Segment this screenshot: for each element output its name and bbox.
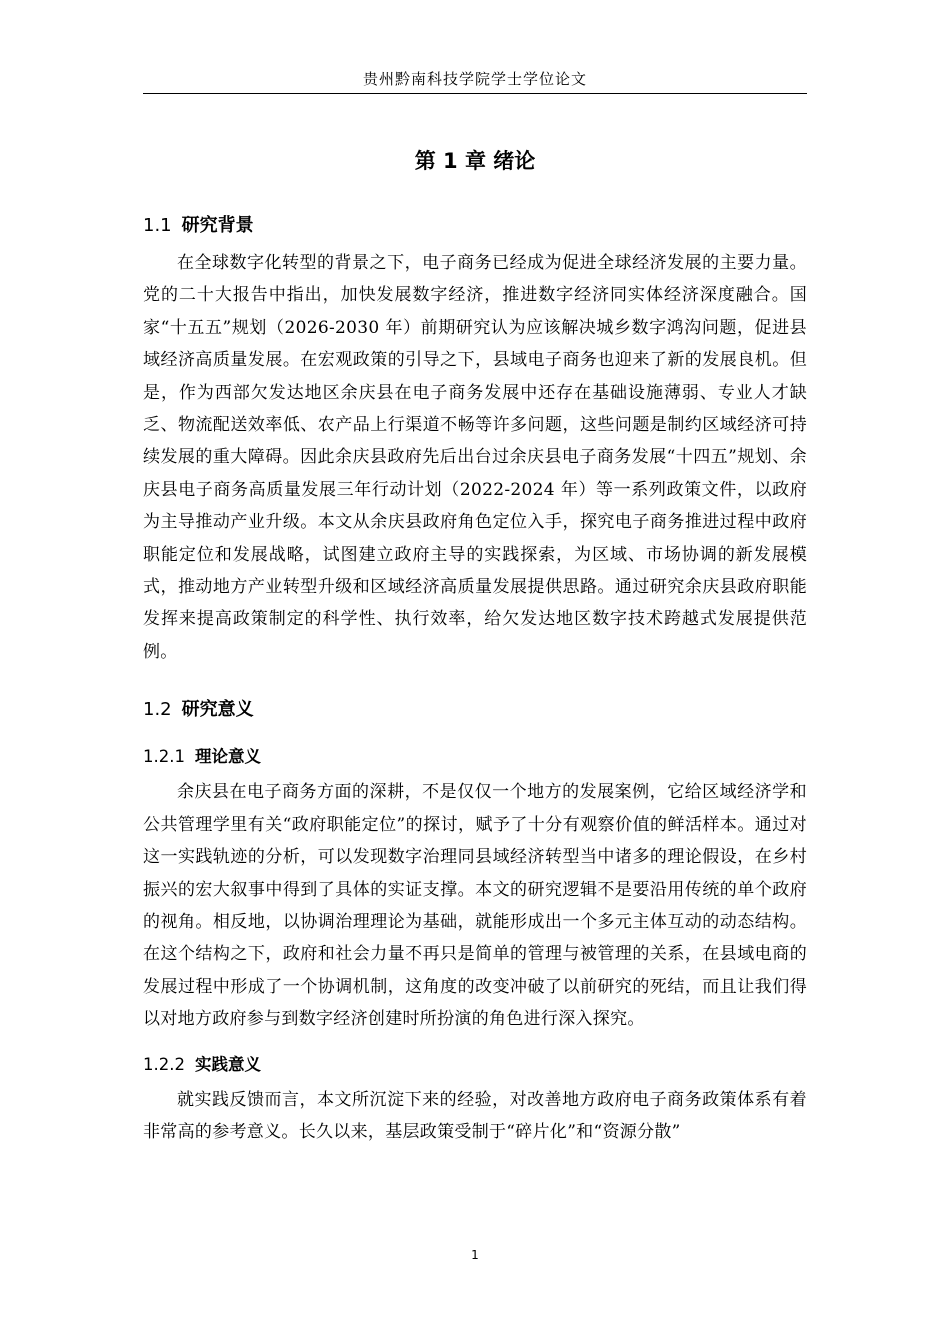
subsection-number: 1.2.2	[143, 1054, 185, 1074]
chapter-title: 第 1 章 绪论	[414, 149, 536, 173]
subsection-title: 理论意义	[194, 747, 261, 767]
section-heading-1-1	[143, 214, 807, 238]
subsection-title: 实践意义	[194, 1054, 261, 1074]
section-title: 研究意义	[181, 699, 254, 721]
section-number: 1.1	[143, 215, 172, 236]
section-heading-1-2	[143, 698, 807, 722]
subsection-heading-1-2-1	[143, 746, 807, 768]
page-number: 1	[471, 1248, 479, 1262]
subsection-heading-1-2-2	[143, 1054, 807, 1076]
running-header: 贵州黔南科技学院学士学位论文	[362, 70, 587, 88]
paragraph-background: 在全球数字化转型的背景之下，电子商务已经成为促进全球经济发展的主要力量。党的二十大报告中指出，加快发展数字经济，推进数字经济同实体经济深度融合。国家“十五五”规划（2026-2030 年）前期研究认为应该解决城乡数字鸿沟问题，促进县域经济高质量发展。在宏观政策的引导之下，县域电子商务也迎来了新的发展良机。但是，作为西部欠发达地区余庆县在电子商务发展中还存在基础设施薄弱、专业人才缺乏、物流配送效率低、农产品上行渠道不畅等许多问题，这些问题是制约区域经济可持续发展的重大障碍。因此余庆县政府先后出台过余庆县电子商务发展“十四五”规划、余庆县电子商务高质量发展三年行动计划（2022-2024 年）等一系列政策文件，以政府为主导推动产业升级。本文从余庆县政府角色定位入手，探究电子商务推进过程中政府职能定位和发展战略，试图建立政府主导的实践探索，为区域、市场协调的新发展模式，推动地方产业转型升级和区域经济高质量发展提供思路。通过研究余庆县政府职能发挥来提高政策制定的科学性、执行效率，给欠发达地区数字技术跨越式发展提供范例。	[143, 253, 807, 662]
header-rule	[143, 93, 807, 94]
section-title: 研究背景	[181, 215, 254, 236]
section-number: 1.2	[143, 699, 172, 721]
paragraph-practice: 就实践反馈而言，本文所沉淀下来的经验，对改善地方政府电子商务政策体系有着非常高的参考意义。长久以来，基层政策受制于“碎片化”和“资源分散”	[143, 1089, 807, 1142]
paragraph-theory: 余庆县在电子商务方面的深耕，不是仅仅一个地方的发展案例，它给区域经济学和公共管理学里有关“政府职能定位”的探讨，赋予了十分有观察价值的鲜活样本。通过对这一实践轨迹的分析，可以发现数字治理同县域经济转型当中诸多的理论假设，在乡村振兴的宏大叙事中得到了具体的实证支撑。本文的研究逻辑不是要沿用传统的单个政府的视角。相反地，以协调治理理论为基础，就能形成出一个多元主体互动的动态结构。在这个结构之下，政府和社会力量不再只是简单的管理与被管理的关系，在县域电商的发展过程中形成了一个协调机制，这角度的改变冲破了以前研究的死结，而且让我们得以对地方政府参与到数字经济创建时所扮演的角色进行深入探究。	[143, 782, 807, 1030]
subsection-number: 1.2.1	[143, 747, 185, 767]
page-body	[143, 100, 807, 1148]
